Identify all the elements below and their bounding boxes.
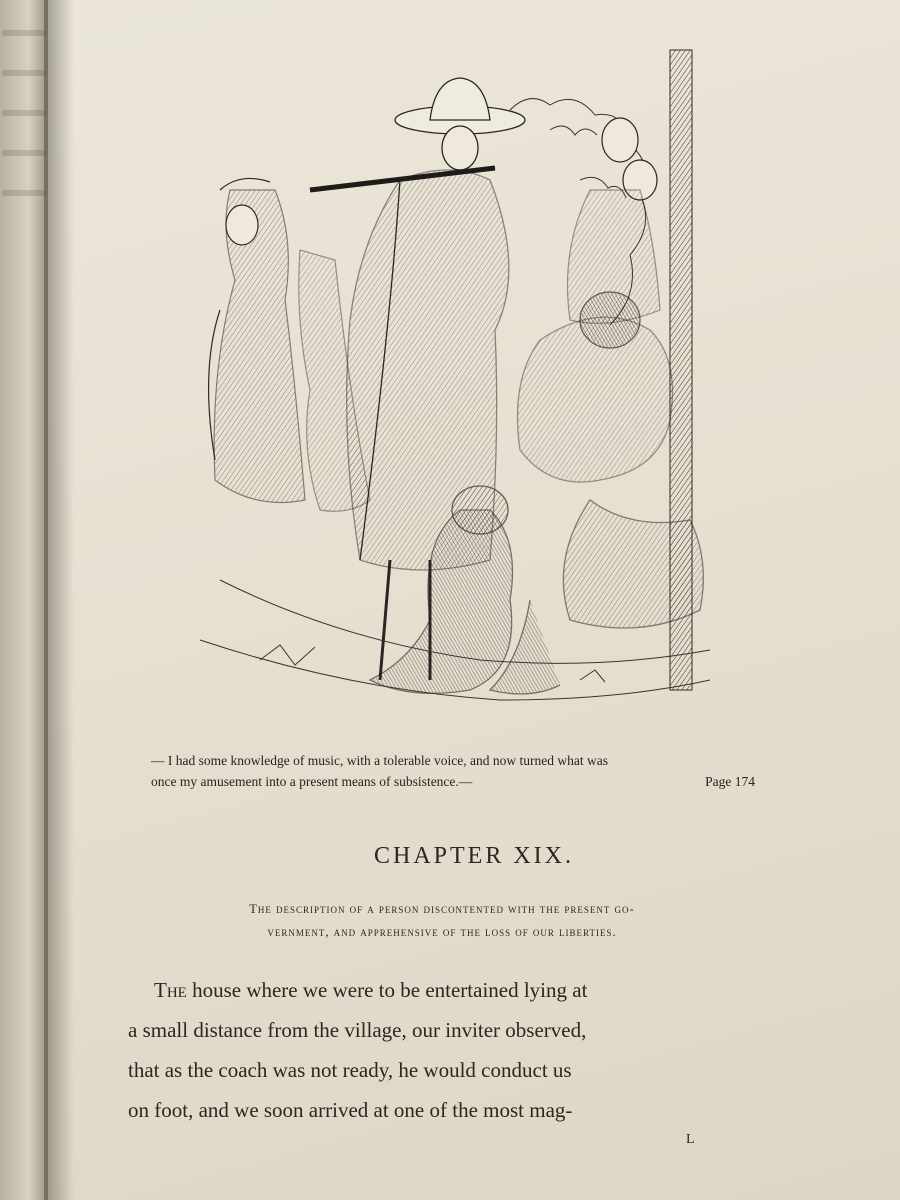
chapter-subtitle-line-2: vernment, and apprehensive of the loss of our liberties. xyxy=(267,925,617,939)
body-text xyxy=(128,970,758,1130)
caption-line-1: — I had some knowledge of music, with a tolerable voice, and now turned what was xyxy=(151,753,609,768)
engraving-illustration xyxy=(160,40,720,720)
body-line-3: that as the coach was not ready, he would conduct us xyxy=(128,1058,572,1082)
illustration-caption xyxy=(151,750,755,792)
signature-mark: L xyxy=(686,1132,695,1147)
body-line-1 xyxy=(128,970,758,1010)
caption-line-2: once my amusement into a present means of subsistence.— xyxy=(151,774,473,789)
chapter-subtitle-line-1: The description of a person discontented with the present go- xyxy=(249,902,635,916)
body-line-4: on foot, and we soon arrived at one of the most mag- xyxy=(128,1098,573,1122)
opening-word: The xyxy=(154,978,187,1002)
gutter-shadow xyxy=(44,0,74,1200)
body-line-2: a small distance from the village, our inviter observed, xyxy=(128,1018,587,1042)
chapter-title: CHAPTER XIX. xyxy=(373,843,574,869)
women-left xyxy=(209,178,370,511)
body-line-1-rest: house where we were to be entertained lying at xyxy=(186,978,588,1002)
chapter-subtitle xyxy=(122,898,762,944)
book-page xyxy=(48,0,900,1200)
caption-page-reference: Page 174 xyxy=(705,774,755,789)
